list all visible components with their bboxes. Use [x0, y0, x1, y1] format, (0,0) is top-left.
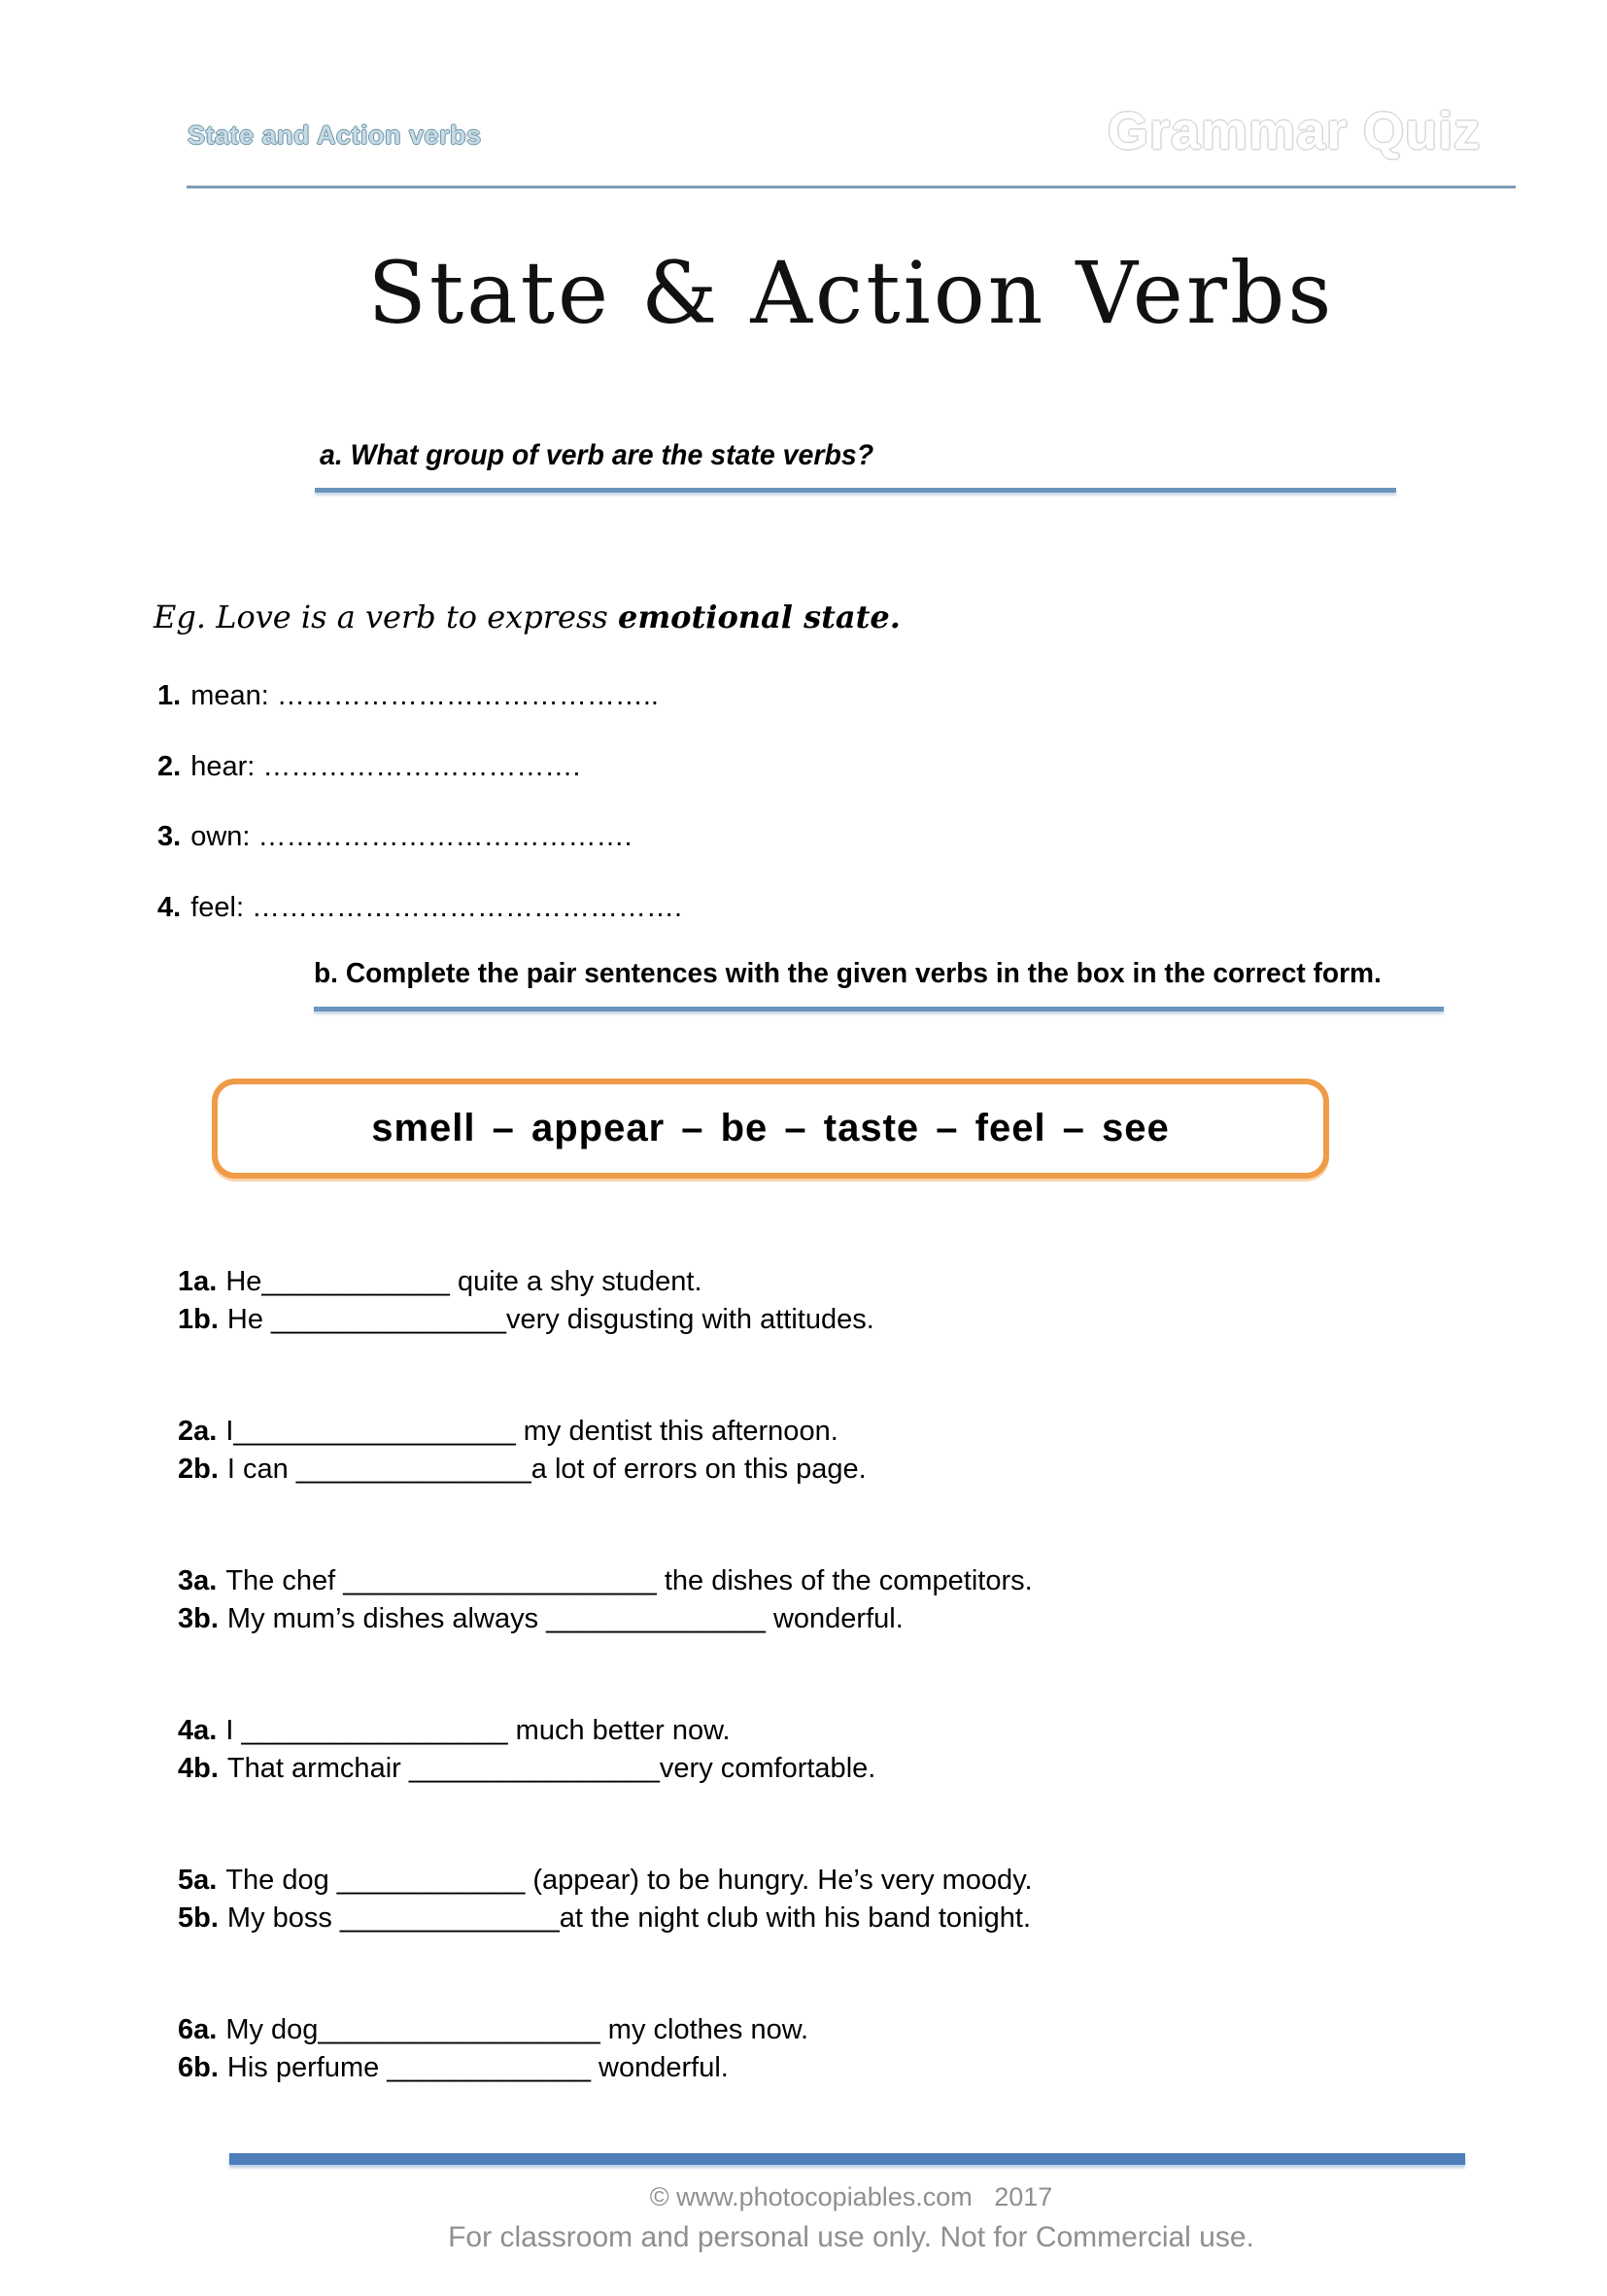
item-text: mean: …………………………………..	[190, 680, 659, 711]
footer-copyright: © www.photocopiables.com 2017	[649, 2182, 1053, 2211]
example-sentence	[154, 599, 901, 635]
question-line-a	[178, 2011, 808, 2049]
item-number: 1.	[157, 680, 182, 711]
question-number: 4a.	[178, 1715, 218, 1746]
question-text: I__________________ my dentist this afternoon.	[225, 1416, 838, 1447]
question-number: 1a.	[178, 1266, 218, 1297]
vocab-item	[157, 751, 580, 783]
question-text: He____________ quite a shy student.	[225, 1266, 702, 1297]
item-number: 2.	[157, 751, 182, 782]
question-number: 2a.	[178, 1416, 218, 1447]
question-line-b	[178, 1301, 874, 1339]
question-line-b	[178, 1900, 1033, 1937]
question-text: I can _______________a lot of errors on this page.	[226, 1454, 867, 1485]
question-pair	[178, 1862, 1033, 1937]
example-bold-phrase: emotional state.	[617, 599, 901, 635]
question-text: The chef ____________________ the dishes of the competitors.	[225, 1565, 1033, 1596]
header-divider-rule	[187, 186, 1516, 188]
footer-divider-bar	[229, 2153, 1465, 2165]
section-a-underline	[315, 488, 1396, 493]
header-right-title: Grammar Quiz	[1108, 102, 1482, 160]
question-number: 4b.	[178, 1753, 219, 1784]
question-text: That armchair ________________very comfortable.	[226, 1753, 876, 1784]
question-line-a	[178, 1263, 874, 1301]
question-line-b	[178, 1451, 867, 1489]
section-a-heading: a. What group of verb are the state verbs?	[320, 439, 874, 471]
item-number: 3.	[157, 821, 182, 852]
section-b-underline	[314, 1007, 1444, 1011]
vocab-item	[157, 821, 633, 853]
item-text: feel: ……………………………………….	[190, 892, 683, 923]
item-text: own: ………………………………….	[190, 821, 633, 852]
question-line-b	[178, 2049, 808, 2087]
question-line-a	[178, 1413, 867, 1451]
section-b-heading: b. Complete the pair sentences with the given verbs in the box in the correct form.	[314, 958, 1382, 989]
question-pair	[178, 2011, 808, 2087]
question-number: 6a.	[178, 2014, 218, 2045]
question-number: 3b.	[178, 1603, 219, 1634]
question-line-a	[178, 1712, 875, 1750]
verb-word-box	[212, 1079, 1329, 1179]
vocab-item	[157, 892, 682, 924]
worksheet-title: State & Action Verbs	[367, 243, 1335, 343]
question-number: 6b.	[178, 2052, 219, 2083]
question-number: 5a.	[178, 1865, 218, 1896]
question-pair	[178, 1263, 874, 1339]
vocab-item	[157, 680, 659, 712]
question-text: I _________________ much better now.	[225, 1715, 731, 1746]
question-text: My dog__________________ my clothes now.	[225, 2014, 809, 2045]
example-prefix: Eg. Love is a verb to express	[154, 599, 618, 635]
footer-license: For classroom and personal use only. Not for Commercial use.	[448, 2221, 1254, 2253]
question-number: 2b.	[178, 1454, 219, 1485]
question-number: 1b.	[178, 1304, 219, 1335]
question-text: He _______________very disgusting with attitudes.	[226, 1304, 874, 1335]
question-line-a	[178, 1862, 1033, 1900]
question-text: My mum’s dishes always ______________ wonderful.	[226, 1603, 904, 1634]
question-line-b	[178, 1750, 875, 1788]
question-text: His perfume _____________ wonderful.	[226, 2052, 729, 2083]
question-text: My boss ______________at the night club with his band tonight.	[226, 1902, 1032, 1934]
verb-word-box-text: smell – appear – be – taste – feel – see	[371, 1107, 1170, 1149]
question-pair	[178, 1562, 1033, 1638]
item-number: 4.	[157, 892, 182, 923]
question-line-b	[178, 1600, 1033, 1638]
question-number: 3a.	[178, 1565, 218, 1596]
question-line-a	[178, 1562, 1033, 1600]
item-text: hear: …………………………….	[190, 751, 581, 782]
header-left-title: State and Action verbs	[188, 120, 482, 150]
question-text: The dog ____________ (appear) to be hungry. He’s very moody.	[225, 1865, 1033, 1896]
question-pair	[178, 1712, 875, 1788]
question-pair	[178, 1413, 867, 1489]
question-number: 5b.	[178, 1902, 219, 1934]
